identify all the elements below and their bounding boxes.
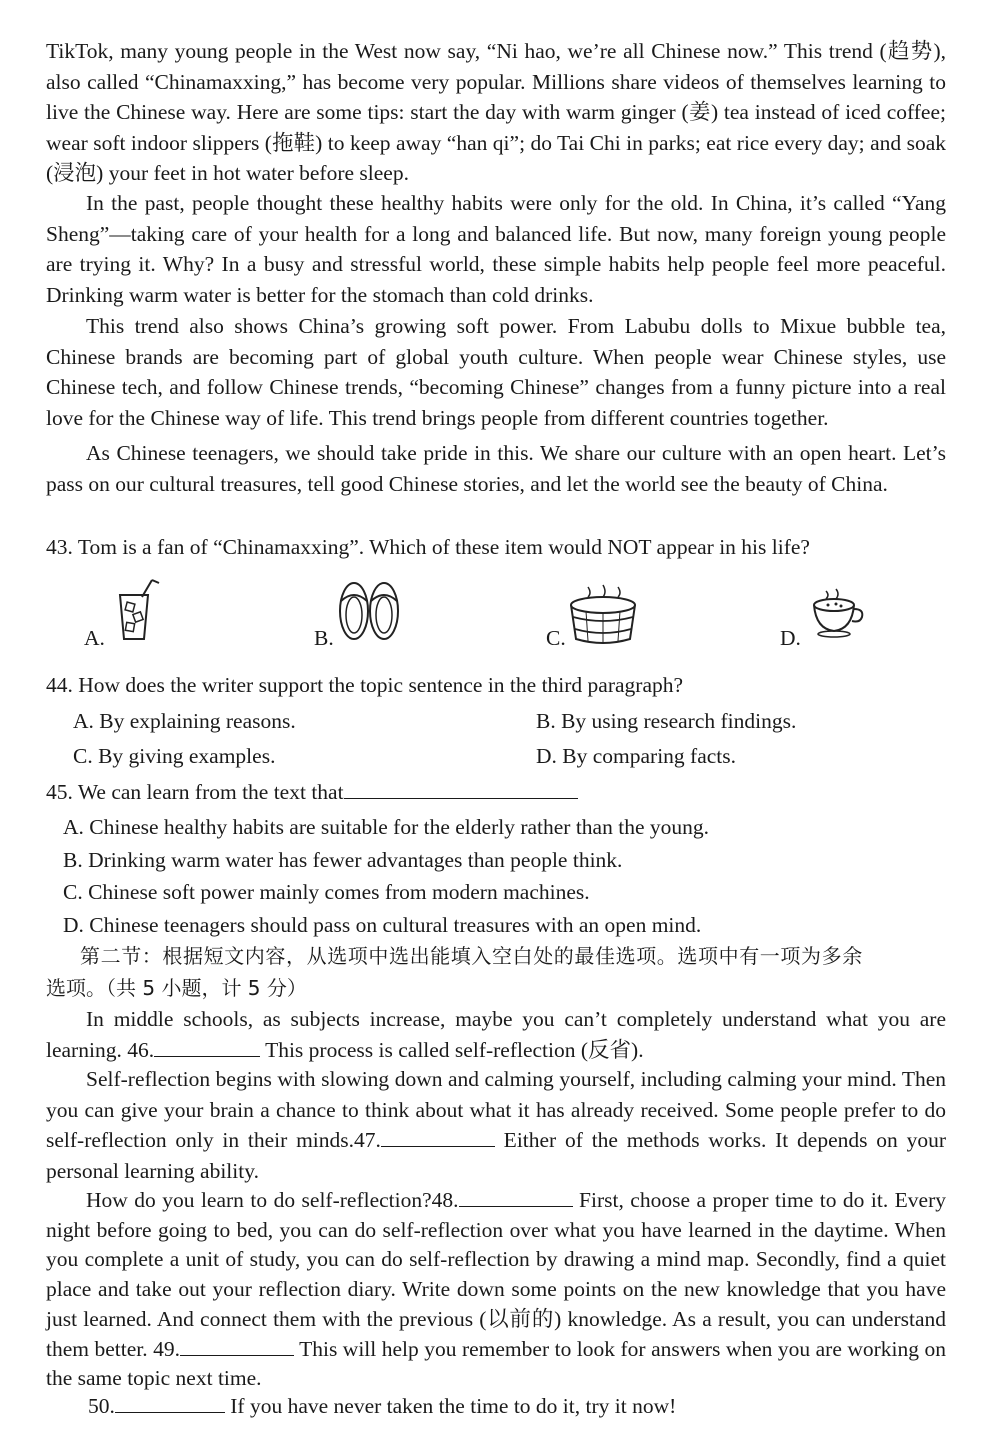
q44-option-b[interactable]: B. By using research findings. — [536, 709, 797, 733]
blank-50[interactable] — [115, 1392, 225, 1413]
q43-option-a-label[interactable]: A. — [84, 626, 105, 650]
q45-option-b[interactable]: B. Drinking warm water has fewer advantages than people think. — [63, 848, 623, 872]
hot-tea-cup-icon — [808, 587, 868, 639]
question-45-stem — [46, 777, 578, 807]
cloze-p2-text-a: Self-reflection begins with slowing down and calming yourself, including calming your mind. Then you can give your brain a chance to think about what it has already received. Some people prefer to do self-reflection only in their minds.47. — [46, 1067, 946, 1152]
footbath-bucket-icon — [566, 583, 640, 645]
blank-47[interactable] — [381, 1126, 495, 1147]
q43-option-c-label[interactable]: C. — [546, 626, 566, 650]
q45-answer-blank[interactable] — [344, 778, 578, 799]
q45-option-d[interactable]: D. Chinese teenagers should pass on cultural treasures with an open mind. — [63, 913, 702, 937]
passage-paragraph-1: TikTok, many young people in the West now say, “Ni hao, we’re all Chinese now.” This trend (趋势), also called “Chinamaxxing,” has become very popular. Millions share videos of themselves learning to live the Chinese way. Here are some tips: start the day with warm ginger (姜) tea instead of iced coffee; wear soft indoor slippers (拖鞋) to keep away “han qi”; do Tai Chi in parks; eat rice every day; and soak (浸泡) your feet in hot water before sleep. — [46, 39, 946, 185]
blank-49[interactable] — [180, 1335, 294, 1356]
iced-drink-icon — [112, 577, 164, 643]
q45-option-a[interactable]: A. Chinese healthy habits are suitable for the elderly rather than the young. — [63, 815, 709, 839]
passage-paragraph-2: In the past, people thought these healthy habits were only for the old. In China, it’s called “Yang Sheng”—taking care of your health for a long and balanced life. But now, many foreign young people are trying it. Why? In a busy and stressful world, these simple habits help people feel more peaceful. Drinking warm water is better for the stomach than cold drinks. — [46, 191, 946, 307]
slippers-icon — [336, 575, 402, 643]
cloze-p4-text-b: If you have never taken the time to do it, try it now! — [224, 1394, 677, 1418]
cloze-p1-text-a: In middle schools, as subjects increase, maybe you can’t completely understand what you are learning. 46. — [46, 1007, 946, 1062]
cloze-p1-text-b: This process is called self-reflection (反省). — [260, 1037, 644, 1062]
q43-option-b-label[interactable]: B. — [314, 626, 334, 650]
cloze-p2-text-b: Either of the methods works. It depends on your personal learning ability. — [46, 1128, 946, 1183]
cloze-p3-text-a: How do you learn to do self-reflection?48. — [86, 1188, 459, 1212]
q45-stem-text: 45. We can learn from the text that — [46, 780, 344, 804]
question-44-stem: 44. How does the writer support the topic sentence in the third paragraph? — [46, 673, 684, 697]
cloze-p4-text-a: 50. — [88, 1394, 115, 1418]
section-2-instruction-line-2: 选项。（共 5 小题，计 5 分） — [46, 976, 307, 1000]
question-43-stem: 43. Tom is a fan of “Chinamaxxing”. Which of these item would NOT appear in his life? — [46, 535, 810, 559]
q45-option-c[interactable]: C. Chinese soft power mainly comes from modern machines. — [63, 880, 590, 904]
passage-paragraph-4: As Chinese teenagers, we should take pride in this. We share our culture with an open heart. Let’s pass on our cultural treasures, tell good Chinese stories, and let the world see the beauty of China. — [46, 441, 946, 496]
q44-option-a[interactable]: A. By explaining reasons. — [73, 709, 296, 733]
cloze-paragraph-1 — [46, 1004, 946, 1065]
cloze-p3-text-c: This will help you remember to look for answers when you are working on the same topic next time. — [46, 1336, 946, 1391]
q44-option-d[interactable]: D. By comparing facts. — [536, 744, 737, 768]
blank-48[interactable] — [459, 1186, 573, 1207]
cloze-paragraph-4 — [88, 1391, 676, 1421]
cloze-paragraph-3 — [46, 1186, 946, 1394]
section-2-instruction-line-1: 第二节：根据短文内容，从选项中选出能填入空白处的最佳选项。选项中有一项为多余 — [80, 944, 863, 968]
cloze-paragraph-2 — [46, 1064, 946, 1186]
passage-paragraph-3: This trend also shows China’s growing soft power. From Labubu dolls to Mixue bubble tea, Chinese brands are becoming part of global youth culture. When people wear Chinese styles, use Chinese tech, and follow Chinese trends, “becoming Chinese” changes from a funny picture into a real love for the Chinese way of life. This trend brings people from different countries together. — [46, 314, 946, 430]
q44-option-c[interactable]: C. By giving examples. — [73, 744, 276, 768]
cloze-p3-text-b: First, choose a proper time to do it. Every night before going to bed, you can do self-reflection over what you have learned in the daytime. When you complete a unit of study, you can do self-reflection by drawing a mind map. Secondly, find a quiet place and take out your reflection diary. Write down some points on the new knowledge that you have just learned. And connect them with the previous (以前的) knowledge. As a result, you can understand them better. 49. — [46, 1188, 947, 1361]
q43-option-d-label[interactable]: D. — [780, 626, 801, 650]
blank-46[interactable] — [154, 1036, 260, 1057]
